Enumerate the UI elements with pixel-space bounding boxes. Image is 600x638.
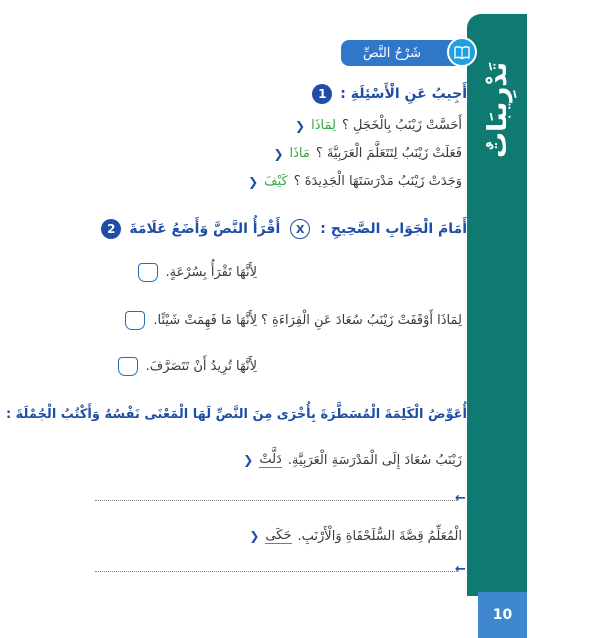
answer-line[interactable]: [95, 500, 457, 501]
side-tab-title: تَدْرِيبَاتٌ: [483, 61, 514, 159]
underlined-word: دَلَّتْ: [259, 452, 282, 467]
chevron-left-icon: ❮: [243, 453, 254, 467]
answer-option[interactable]: لِأَنَّهَا تُرِيدُ أَنْ تَتَصَرَّفَ.: [118, 357, 257, 376]
x-mark-icon: X: [290, 219, 310, 239]
exercise-3-sentence: ❮ حَكَى الْمُعَلِّمُ قِصَّةَ السُّلَحْفَاةِ وَالْأَرْنَبِ.: [249, 528, 462, 544]
arrow-left-icon: ←: [455, 562, 466, 577]
exercise-1-question: ❮ مَاذَا فَعَلَتْ زَيْنَبُ لِتَتَعَلَّمَ الْعَرَبِيَّةَ ؟: [273, 146, 462, 161]
answer-checkbox[interactable]: [118, 357, 138, 376]
exercise-2-heading: 2 أَقْرَأُ النَّصَّ وَأَضَعُ عَلَامَةَ X أَمَامَ الْجَوَابِ الصَّحِيحِ :: [101, 219, 467, 239]
mcq-question: لِمَاذَا أَوْقَفَتْ زَيْنَبُ سُعَادَ عَنِ الْقِرَاءَةِ ؟: [261, 313, 462, 328]
underlined-word: حَكَى: [265, 528, 292, 543]
exercise-1-question: ❮ لِمَاذَا أَحَسَّتْ زَيْنَبُ بِالْخَجَلِ ؟: [295, 118, 462, 133]
answer-checkbox[interactable]: [138, 263, 158, 282]
chevron-left-icon: ❮: [249, 529, 260, 543]
exercise-3-sentence: ❮ دَلَّتْ زَيْنَبُ سُعَادَ إِلَى الْمَدْرَسَةِ الْعَرَبِيَّةِ.: [243, 452, 462, 468]
exercise-number-badge: 1: [312, 84, 332, 104]
answer-checkbox[interactable]: [125, 311, 145, 330]
exercise-3-heading: أُعَوِّضُ الْكَلِمَةَ الْمُسَطَّرَةَ بِأُخْرَى مِنَ النَّصِّ لَهَا الْمَعْنَى نَفْسُهُ وَأَكْتُبُ الْجُمْلَةَ :: [5, 406, 467, 422]
exercise-number-badge: 2: [101, 219, 121, 239]
exercise-1-heading: 1 أَجِيبُ عَنِ الْأَسْئِلَةِ :: [312, 84, 467, 104]
chevron-left-icon: ❮: [273, 146, 284, 161]
arrow-left-icon: ←: [455, 491, 466, 506]
answer-option[interactable]: لِأَنَّهَا تَقْرَأُ بِسُرْعَةٍ.: [138, 263, 257, 282]
chevron-left-icon: ❮: [248, 174, 259, 189]
answer-line[interactable]: [95, 571, 457, 572]
exercise-1-question: ❮ كَيْفَ وَجَدَتْ زَيْنَبُ مَدْرَسَتَهَا الْجَدِيدَةَ ؟: [248, 174, 462, 189]
page-number: 10: [478, 592, 527, 638]
book-icon: [447, 37, 477, 67]
chevron-left-icon: ❮: [295, 118, 306, 133]
answer-option[interactable]: لِأَنَّهَا مَا فَهِمَتْ شَيْئًا.: [125, 311, 257, 330]
section-title: شَرْحُ النَّصِّ: [341, 40, 457, 66]
